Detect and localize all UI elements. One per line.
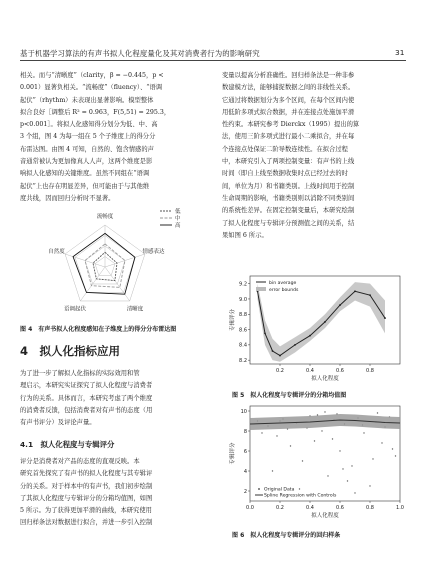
y-tick-label: 8.6 bbox=[239, 327, 247, 334]
legend-label: bin average bbox=[269, 281, 297, 286]
data-point bbox=[261, 432, 262, 433]
body-text-line: 理启示，本研究实证探究了拟人化程度与消费者 bbox=[20, 382, 153, 390]
body-text-line: 变量以提高分析准确性。回归样条法是一种非参 bbox=[222, 72, 355, 79]
body-text-line: 评分是消费者对产品的态度的直观反映。本 bbox=[20, 458, 140, 465]
bin-average-point bbox=[369, 294, 371, 296]
body-text-line: 它通过将数据划分为多个区间，在每个区间内使 bbox=[222, 96, 355, 104]
data-point bbox=[324, 411, 325, 412]
x-tick-label: 0.6 bbox=[336, 505, 344, 511]
spline-regression-chart bbox=[228, 402, 408, 524]
y-tick-label: 2 bbox=[243, 488, 247, 495]
body-text-line: 法，使用三阶多项式进行最小二乘拟合，并在每 bbox=[222, 133, 355, 141]
bin-average-point bbox=[272, 350, 274, 352]
legend-swatch bbox=[256, 287, 266, 291]
bin-average-point bbox=[324, 321, 326, 323]
subsection-body bbox=[20, 456, 210, 530]
radar-axis-label: 清晰度 bbox=[126, 306, 144, 313]
y-tick-label: 6 bbox=[243, 448, 247, 455]
y-tick-label: 9.2 bbox=[239, 281, 247, 288]
body-text-line: 回归样条法对数据进行拟合，并进一步引入控制 bbox=[20, 519, 153, 527]
legend-label: Original Data bbox=[264, 487, 295, 493]
body-text-line: 为了进一步了解拟人化指标的实际效用和管 bbox=[20, 370, 140, 377]
y-tick-label: 4 bbox=[243, 468, 247, 475]
x-tick-label: 0.8 bbox=[366, 505, 374, 511]
data-point bbox=[290, 445, 291, 446]
data-point bbox=[314, 440, 315, 441]
header-rule bbox=[20, 60, 406, 61]
figure-5-caption: 图 5 拟人化程度与专辑评分的分箱均值图 bbox=[232, 392, 347, 399]
radar-axis-label: 流畅度 bbox=[96, 214, 114, 220]
y-tick-label: 9.0 bbox=[239, 296, 247, 303]
x-tick-label: 0.2 bbox=[276, 368, 284, 374]
bin-average-point bbox=[294, 344, 296, 346]
bin-average-point bbox=[279, 355, 281, 357]
body-text-line: 中，本研究引入了两项控制变量：有声书的上线 bbox=[222, 158, 355, 166]
x-axis-label: 拟人化程度 bbox=[311, 513, 339, 519]
legend-label: 高 bbox=[175, 223, 181, 229]
y-axis-label: 专辑评分 bbox=[230, 308, 236, 332]
legend-label: 中 bbox=[175, 216, 181, 222]
body-text-line: 用低阶多项式拟合数据，并在连接点处施加平滑 bbox=[222, 108, 355, 116]
y-axis-label: 专辑评分 bbox=[230, 442, 236, 465]
bin-average-point bbox=[339, 304, 341, 306]
subsection-paragraph bbox=[20, 456, 210, 530]
data-point bbox=[276, 435, 277, 436]
legend-label: 低 bbox=[175, 209, 181, 215]
body-text-line: 拟合良好［调整后 R² = 0.963，F(5,51) = 295.3， bbox=[20, 108, 171, 116]
radar-spoke bbox=[105, 254, 145, 267]
body-text-line: 起伏”上也存在明显差异，但可能由于与其他维 bbox=[20, 182, 150, 190]
body-text-line: 个连接点处保证二阶导数连续性。在拟合过程 bbox=[222, 145, 348, 153]
body-text-line: 果如图 6 所示。 bbox=[222, 231, 268, 239]
figure-6-caption: 图 6 拟人化程度与专辑评分的回归样条 bbox=[232, 532, 341, 539]
body-text-line: 0.001）显著负相关。“流畅度”（fluency）、“语调 bbox=[20, 84, 163, 92]
body-text-line: 5 所示。为了获得更加平滑的曲线，本研究使用 bbox=[20, 507, 152, 515]
body-text-line: 3 个组，图 4 为每一组在 5 个子维度上的得分分 bbox=[20, 133, 156, 141]
radar-axis-label: 情感表达 bbox=[142, 249, 165, 256]
body-text-line: 的消费者反馈，包括消费者对有声书的态度（用 bbox=[20, 406, 153, 414]
radar-spoke bbox=[65, 254, 105, 267]
radar-axis-label: 自然度 bbox=[48, 249, 65, 256]
data-point bbox=[342, 468, 343, 469]
left-column bbox=[20, 70, 210, 205]
bin-average-point bbox=[264, 332, 266, 334]
data-point bbox=[299, 488, 300, 489]
data-point bbox=[381, 442, 382, 443]
bin-average-point bbox=[309, 335, 311, 337]
radar-axis-label: 语调起伏 bbox=[64, 306, 87, 313]
left-top-paragraph bbox=[20, 70, 210, 205]
y-tick-label: 8 bbox=[243, 428, 247, 435]
body-text-line: 度共线，因而回归分析时不显著。 bbox=[20, 194, 115, 202]
body-text-line: 时间（即自上线至数据收集时点已经过去的时 bbox=[222, 170, 348, 178]
intro-paragraph bbox=[20, 368, 210, 429]
body-text-line: 音通常被认为更加像真人人声，这两个维度是影 bbox=[20, 158, 153, 166]
x-tick-label: 0.4 bbox=[306, 368, 314, 374]
body-text-line: 分的关系。对于样本中的有声书，我们初步绘制 bbox=[20, 482, 153, 490]
data-point bbox=[369, 485, 370, 486]
header-title: 基于机器学习算法的有声书拟人化程度量化及其对消费者行为的影响研究 bbox=[20, 49, 260, 58]
page-number: 31 bbox=[395, 48, 405, 57]
y-tick-label: 8.2 bbox=[239, 357, 247, 364]
binned-mean-chart bbox=[228, 270, 408, 385]
section-heading: 4 拟人化指标应用 bbox=[20, 344, 121, 358]
body-text-line: 行为的关系。具体而言，本研究考虑了两个维度 bbox=[20, 394, 153, 402]
section-intro bbox=[20, 368, 210, 429]
bin-average-point bbox=[384, 317, 386, 319]
x-tick-label: 0.8 bbox=[366, 368, 374, 374]
body-text-line: 相关。而与“清晰度”（clarity，β = −0.445，p < bbox=[20, 72, 164, 79]
right-column bbox=[222, 70, 408, 242]
x-tick-label: 1.0 bbox=[396, 505, 404, 511]
x-axis-label: 拟人化程度 bbox=[311, 376, 339, 382]
body-text-line: 了其拟人化程度与专辑评分的分箱均值图，如图 bbox=[20, 494, 153, 502]
data-point bbox=[354, 492, 355, 493]
data-point bbox=[363, 432, 364, 433]
body-text-line: 响拟人化感知的关键维度。虽然不同组在“语调 bbox=[20, 170, 150, 178]
data-point bbox=[377, 412, 378, 413]
data-point bbox=[327, 475, 328, 476]
data-point bbox=[395, 455, 396, 456]
body-text-line: 间，单位为月）和书籍类别。上线时间用于控制 bbox=[222, 182, 355, 190]
x-tick-label: 0.2 bbox=[276, 505, 284, 511]
body-text-line: 研究首先探究了有声书的拟人化程度与其专辑评 bbox=[20, 470, 153, 478]
legend-label: Spline Regression with Controls bbox=[264, 493, 337, 499]
x-tick-label: 0.0 bbox=[246, 505, 254, 511]
data-point bbox=[332, 438, 333, 439]
x-tick-label: 0.6 bbox=[336, 368, 344, 374]
body-text-line: 起伏”（rhythm）未表现出显著影响。模型整体 bbox=[20, 96, 154, 104]
body-text-line: 性约束。本研究参考 Dierckx（1995）提出的算 bbox=[222, 121, 360, 129]
y-tick-label: 8.4 bbox=[239, 342, 247, 349]
body-text-line: 布雷达图。由图 4 可知，自然的、饱含情感的声 bbox=[20, 145, 154, 153]
body-text-line: 了拟人化程度与专辑评分预测值之间的关系，结 bbox=[222, 219, 355, 227]
data-point bbox=[321, 430, 322, 431]
x-tick-label: 0.4 bbox=[306, 505, 314, 511]
radar-chart bbox=[20, 205, 210, 325]
body-text-line: 生命周期的影响，书籍类别则以消除不同类别间 bbox=[222, 194, 355, 202]
data-point bbox=[347, 480, 348, 481]
legend-swatch bbox=[258, 488, 260, 490]
figure-4-caption: 图 4 有声书拟人化程度感知在子维度上的得分分布雷达图 bbox=[20, 326, 177, 333]
body-text-line: p<0.001］。将拟人化感知得分划分为低、中、高 bbox=[20, 121, 158, 129]
subsection-heading: 4.1 拟人化程度与专辑评分 bbox=[20, 440, 115, 449]
body-text-line: 的系统性差异。在固定控制变量后，本研究绘制 bbox=[222, 207, 355, 215]
data-point bbox=[339, 450, 340, 451]
body-text-line: 数建模方法，能够捕捉数据之间的非线性关系。 bbox=[222, 84, 355, 92]
data-point bbox=[302, 460, 303, 461]
right-paragraph bbox=[222, 70, 408, 242]
data-point bbox=[372, 458, 373, 459]
data-point bbox=[351, 465, 352, 466]
data-point bbox=[392, 448, 393, 449]
bin-average-point bbox=[354, 290, 356, 292]
y-tick-label: 10 bbox=[240, 408, 247, 415]
legend-label: error bounds bbox=[269, 288, 299, 293]
body-text-line: 有声书评分）及评论声量。 bbox=[20, 419, 96, 427]
data-point bbox=[272, 470, 273, 471]
y-tick-label: 8.8 bbox=[239, 312, 247, 319]
